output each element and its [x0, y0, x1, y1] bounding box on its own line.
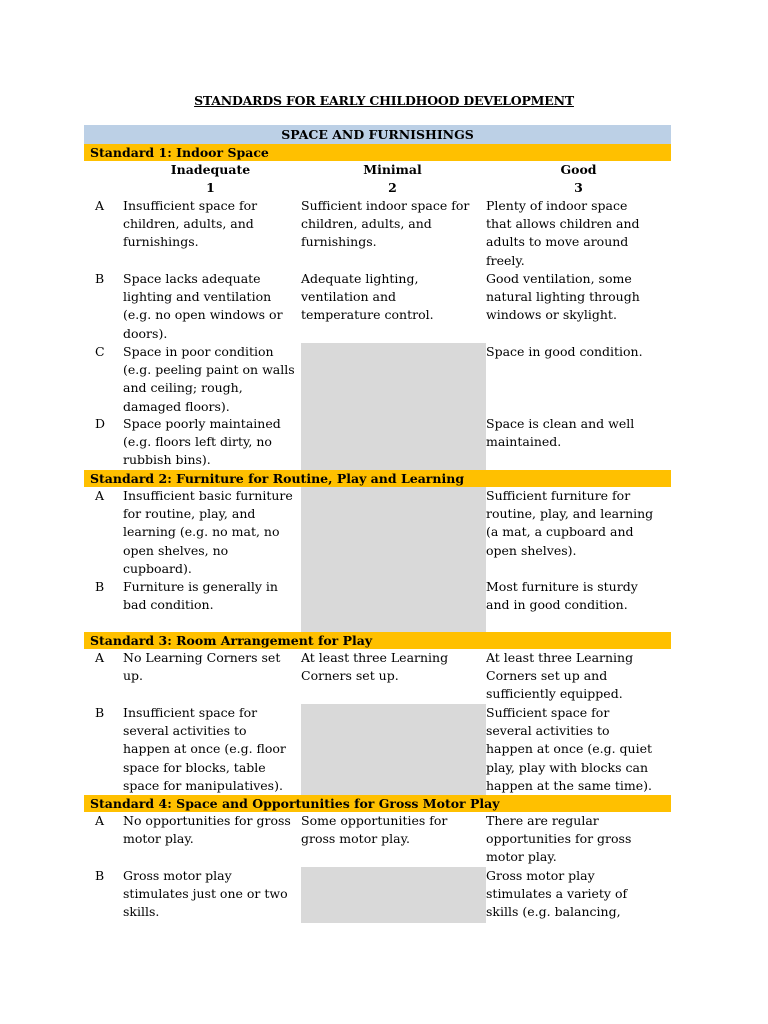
minimal-cell: At least three Learning Corners set up. — [301, 650, 449, 684]
minimal-cell-empty — [301, 487, 486, 578]
minimal-cell-empty — [301, 704, 486, 795]
inadequate-cell: Space poorly maintained (e.g. floors left dirty, no rubbish bins). — [123, 416, 281, 468]
good-cell: Plenty of indoor space that allows children and adults to move around freely. — [486, 198, 640, 268]
table-row — [84, 812, 671, 867]
minimal-cell-empty — [301, 867, 486, 923]
inadequate-cell: Insufficient space for children, adults, and furnishings. — [123, 198, 258, 250]
standards-table — [84, 125, 671, 923]
inadequate-cell: No opportunities for gross motor play. — [123, 813, 291, 847]
good-cell: Gross motor play stimulates a variety of skills (e.g. balancing, — [486, 868, 628, 920]
table-row — [84, 649, 671, 704]
row-letter: A — [95, 813, 105, 828]
table-row — [84, 487, 671, 578]
inadequate-cell: Gross motor play stimulates just one or two skills. — [123, 868, 288, 920]
inadequate-cell: Space lacks adequate lighting and ventilation (e.g. no open windows or doors). — [123, 271, 283, 341]
inadequate-cell: Insufficient space for several activities to happen at once (e.g. floor space for blocks, table space for manipulatives). — [123, 705, 286, 793]
minimal-cell: Some opportunities for gross motor play. — [301, 813, 448, 847]
row-letter: A — [95, 198, 105, 213]
table-row — [84, 343, 671, 415]
level-inadequate: Inadequate 1 — [170, 162, 251, 196]
row-letter: B — [95, 579, 105, 594]
row-letter: D — [95, 416, 106, 431]
table-row — [84, 270, 671, 343]
row-letter: A — [95, 488, 105, 503]
good-cell: There are regular opportunities for gross motor play. — [486, 813, 632, 865]
inadequate-cell: Space in poor condition (e.g. peeling paint on walls and ceiling; rough, damaged floors). — [123, 344, 295, 414]
minimal-cell-empty — [301, 343, 486, 415]
row-letter: A — [95, 650, 105, 665]
document-title: STANDARDS FOR EARLY CHILDHOOD DEVELOPMENT — [194, 93, 574, 108]
row-letter: B — [95, 705, 105, 720]
good-cell: Most furniture is sturdy and in good condition. — [486, 579, 638, 613]
good-cell: Good ventilation, some natural lighting through windows or skylight. — [486, 271, 640, 323]
table-row — [84, 578, 671, 632]
minimal-cell-empty — [301, 415, 486, 470]
minimal-cell-empty — [301, 578, 486, 632]
row-letter: B — [95, 868, 105, 883]
standard-3-header: Standard 3: Room Arrangement for Play — [84, 632, 671, 649]
standard-2-header: Standard 2: Furniture for Routine, Play and Learning — [84, 470, 671, 487]
row-letter: B — [95, 271, 105, 286]
table-row — [84, 197, 671, 270]
good-cell: Sufficient furniture for routine, play, and learning (a mat, a cupboard and open shelves). — [486, 488, 654, 558]
good-cell: At least three Learning Corners set up and sufficiently equipped. — [486, 650, 634, 702]
level-header-row — [84, 161, 671, 197]
minimal-cell: Sufficient indoor space for children, adults, and furnishings. — [301, 198, 470, 250]
good-cell: Space in good condition. — [486, 344, 643, 359]
good-cell: Space is clean and well maintained. — [486, 416, 635, 450]
standard-1-header: Standard 1: Indoor Space — [84, 144, 671, 161]
section-header: SPACE AND FURNISHINGS — [84, 125, 671, 144]
table-row — [84, 415, 671, 470]
inadequate-cell: Furniture is generally in bad condition. — [123, 579, 278, 613]
inadequate-cell: Insufficient basic furniture for routine, play, and learning (e.g. no mat, no open shelves, no cupboard). — [123, 488, 293, 576]
table-row — [84, 704, 671, 795]
minimal-cell: Adequate lighting, ventilation and temperature control. — [301, 271, 434, 323]
good-cell: Sufficient space for several activities to happen at once (e.g. quiet play, play with blocks can happen at the same time). — [486, 705, 653, 793]
standard-4-header: Standard 4: Space and Opportunities for Gross Motor Play — [84, 795, 671, 812]
table-row — [84, 867, 671, 923]
level-minimal: Minimal 2 — [363, 162, 422, 196]
level-good: Good 3 — [560, 162, 597, 196]
inadequate-cell: No Learning Corners set up. — [123, 650, 281, 684]
row-letter: C — [95, 344, 105, 359]
